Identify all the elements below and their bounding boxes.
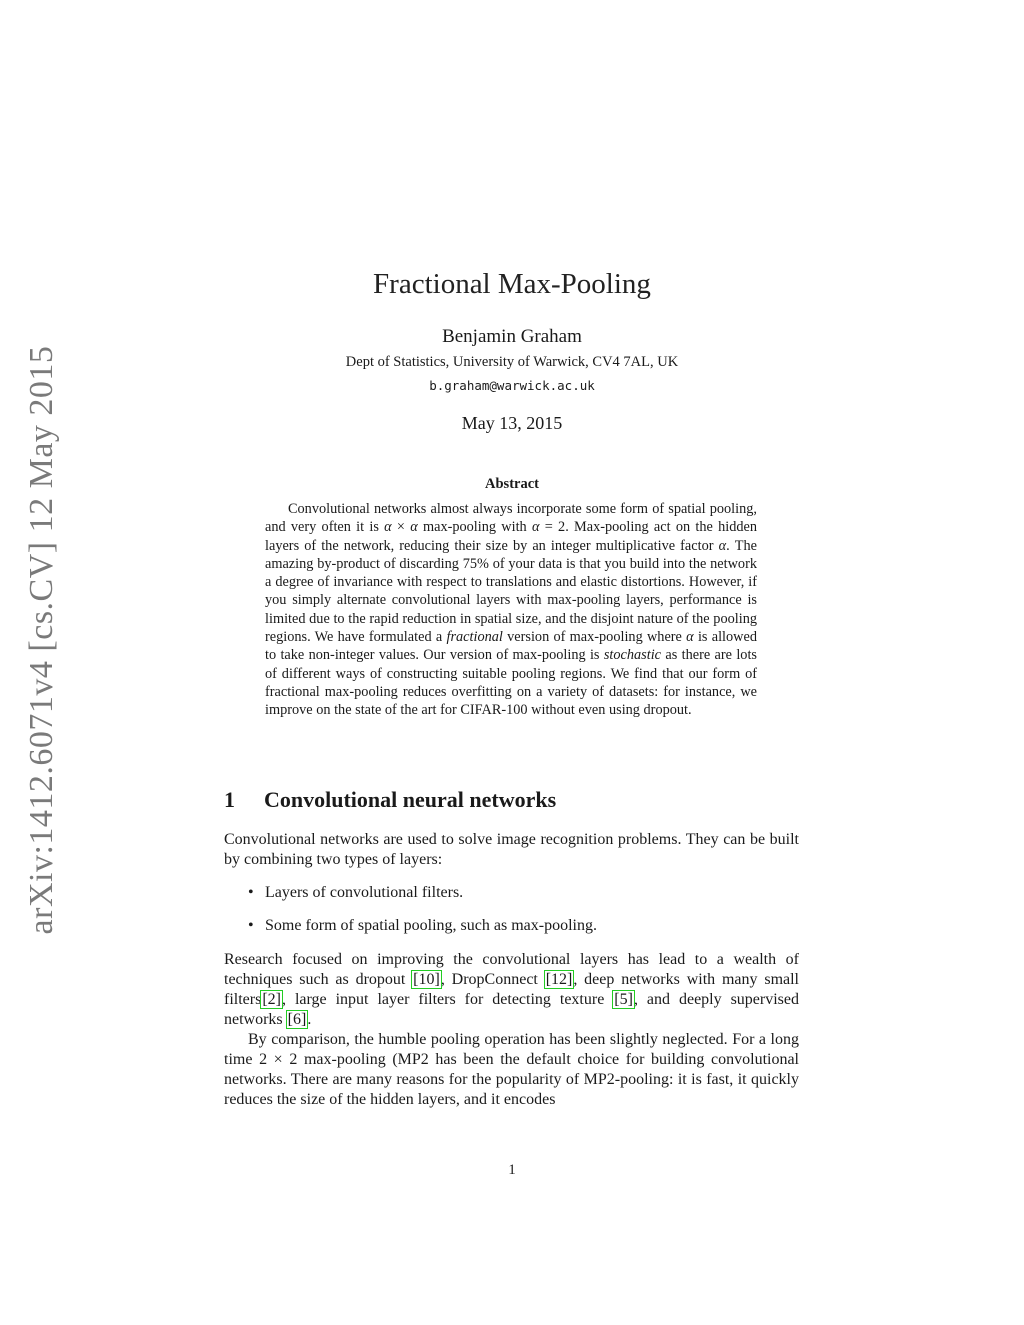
paper-title: Fractional Max-Pooling [373,268,651,300]
citation-link[interactable]: [12] [545,971,573,988]
citation-link[interactable]: [5] [614,991,633,1008]
citation-link[interactable]: [10] [413,971,440,988]
abstract-text: Convolutional networks almost always incorporate some form of spatial pooling, and very often it is α × α max-pooling with α = 2. Max-pooling act on the hidden layers of the network, reducing their size by an integer multiplicative factor α. The amazing by-product of discarding 75% of your data is that you build into the network a degree of invariance with respect to translations and elastic distortions. However, if you simply alternate convolutional layers with max-pooling layers, performance is limited due to the rapid reduction in spatial size, and the disjoint nature of the pooling regions. We have formulated a fractional version of max-pooling where α is allowed to take non-integer values. Our version of max-pooling is stochastic as there are lots of different ways of constructing suitable pooling regions. We find that our form of fractional max-pooling reduces overfitting on a variety of datasets: for instance, we improve on the state of the art for CIFAR-100 without even using dropout. [265,501,758,719]
author-email: b.graham@warwick.ac.uk [429,378,595,393]
bullet-item: • Some form of spatial pooling, such as max-pooling. [248,916,597,936]
author-affiliation: Dept of Statistics, University of Warwick, CV4 7AL, UK [345,354,679,370]
paper-date: May 13, 2015 [461,413,563,433]
section-title: Convolutional neural networks [264,787,557,812]
citation-link[interactable]: [6] [287,1011,307,1028]
citation-link[interactable]: [2] [262,991,281,1008]
body-paragraph: Research focused on improving the convolutional layers has lead to a wealth of techniques such as dropout [10], DropConnect [12], deep networks with many small filters[2], large input layer filters for detecting texture [5], and deeply supervised networks [6]. [224,951,800,1028]
section-number: 1 [224,787,235,812]
bullet-item: • Layers of convolutional filters. [248,883,597,903]
abstract-heading: Abstract [485,476,539,492]
bullet-list [248,883,597,949]
body-paragraph: By comparison, the humble pooling operation has been slightly neglected. For a long time 2 × 2 max-pooling (MP2 has been the default choice for building convolutional networks. There are many reasons for the popularity of MP2-pooling: it is fast, it quickly reduces the size of the hidden layers, and it encodes [224,1031,800,1108]
author-name: Benjamin Graham [442,326,582,347]
page-number: 1 [508,1162,516,1178]
arxiv-identifier-stamp: arXiv:1412.6071v4 [cs.CV] 12 May 2015 [23,345,60,935]
body-paragraph: Convolutional networks are used to solve image recognition problems. They can be built by combining two types of layers: [224,831,799,868]
section-heading [224,787,556,813]
